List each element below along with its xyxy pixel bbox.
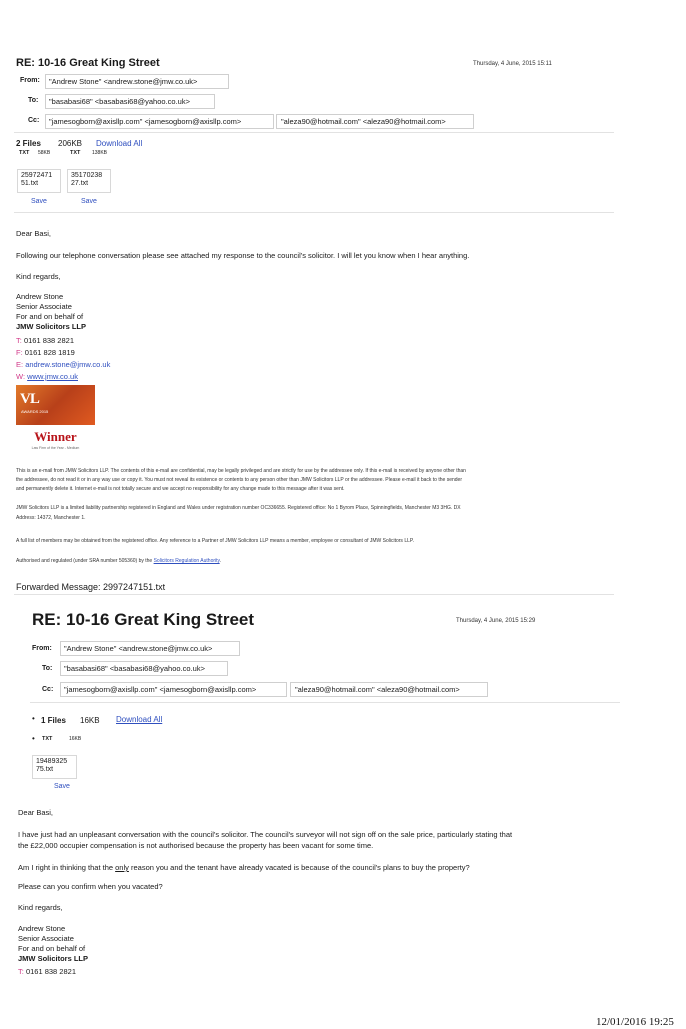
sra-note-end: . <box>219 558 222 564</box>
email2-sig-firm: JMW Solicitors LLP <box>18 954 89 963</box>
email1-email-label: E: <box>16 360 24 369</box>
award-badge-subtitle: Law Firm of the Year - Medium <box>31 446 80 450</box>
email2-files-bullet-icon: • <box>32 714 35 723</box>
email2-cc-value-1: "jamesogborn@axisllp.com" <jamesogborn@axisllp.com> <box>64 685 257 694</box>
email1-to-chip[interactable] <box>45 94 215 109</box>
registration-line-2: Address: 14372, Manchester 1. <box>16 515 86 521</box>
email1-cc-value-1: "jamesogborn@axisllp.com" <jamesogborn@axisllp.com> <box>49 117 242 126</box>
email1-file1-size: 58KB <box>38 150 51 156</box>
forwarded-message-label: Forwarded Message: 2997247151.txt <box>16 582 166 592</box>
email1-subject: RE: 10-16 Great King Street <box>16 57 160 69</box>
email1-file1-name-b: 51.txt <box>21 180 39 187</box>
print-timestamp: 12/01/2016 19:25 <box>596 1016 674 1028</box>
sra-link[interactable]: Solicitors Regulation Authority <box>153 558 220 564</box>
award-badge-logo: VL <box>20 391 39 407</box>
email2-greeting: Dear Basi, <box>18 808 54 817</box>
email1-from-value: "Andrew Stone" <andrew.stone@jmw.co.uk> <box>49 77 198 86</box>
email2-cc-chip-1[interactable] <box>60 682 287 697</box>
email1-greeting: Dear Basi, <box>16 229 52 238</box>
email1-cc-chip-2[interactable] <box>276 114 474 129</box>
email1-download-all-link[interactable]: Download All <box>96 139 143 148</box>
email1-file1-name-a: 25972471 <box>21 172 53 179</box>
members-list-note: A full list of members may be obtained from the registered office. Any reference to a Partner of JMW Solicitors LLP means a member, employee or consultant of JMW Solicitors LLP. <box>16 538 414 544</box>
email1-attachments-divider <box>14 212 614 213</box>
email1-file2-save-link[interactable]: Save <box>81 198 97 205</box>
email2-file-bullet-icon: • <box>32 734 35 743</box>
email1-sig-firm: JMW Solicitors LLP <box>16 322 87 331</box>
email1-web-label: W: <box>16 372 26 381</box>
email2-from-label: From: <box>32 645 52 652</box>
email1-from-chip[interactable] <box>45 74 229 89</box>
email2-sig-name: Andrew Stone <box>18 924 66 933</box>
email2-file1-tile[interactable] <box>32 755 77 779</box>
email2-download-all-link[interactable]: Download All <box>116 715 163 724</box>
email2-files-count: 1 Files <box>41 716 66 725</box>
email1-file2-type: TXT <box>70 150 81 156</box>
award-badge-image <box>16 385 95 459</box>
email1-file2-name-b: 27.txt <box>71 180 89 187</box>
email1-web-link[interactable]: www.jmw.co.uk <box>27 372 78 381</box>
email1-fax-value: 0161 828 1819 <box>24 348 75 357</box>
email1-phone-label: T: <box>16 336 22 345</box>
registration-line-1: JMW Solicitors LLP is a limited liability partnership registered in England and Wales under registration number OC336655. Registered office: No 1 Byrom Place, Spinningfields, Manchester M3 3HG. DX <box>16 505 461 511</box>
email2-file1-save-link[interactable]: Save <box>54 783 70 790</box>
email1-fax-label: F: <box>16 348 23 357</box>
award-badge-awards-text: AWARDS 2015 <box>21 409 49 414</box>
email1-email-link[interactable]: andrew.stone@jmw.co.uk <box>25 360 111 369</box>
email2-from-value: "Andrew Stone" <andrew.stone@jmw.co.uk> <box>64 644 213 653</box>
email2-cc-label: Cc: <box>42 686 54 693</box>
email2-file1-name-a: 19489325 <box>36 758 68 765</box>
email2-paragraph-2-start: Am I right in thinking that the <box>18 863 116 872</box>
email2-file1-type: TXT <box>42 736 53 742</box>
email1-to-label: To: <box>28 97 39 104</box>
email2-paragraph-1-line-1: I have just had an unpleasant conversation with the council's solicitor. The council's surveyor will not sign off on the sale price, particularly stating that <box>18 830 513 839</box>
email1-file1-type: TXT <box>19 150 30 156</box>
email2-to-label: To: <box>42 665 53 672</box>
email1-cc-chip-1[interactable] <box>45 114 274 129</box>
email2-sig-behalf: For and on behalf of <box>18 944 86 953</box>
email1-files-count: 2 Files <box>16 139 41 148</box>
email2-files-size: 16KB <box>80 716 100 725</box>
email1-sig-name: Andrew Stone <box>16 292 64 301</box>
email1-to-value: "basabasi68" <basabasi68@yahoo.co.uk> <box>49 97 190 106</box>
email2-paragraph-1-line-2: the £22,000 occupier compensation is not authorised because the property has been vacant for some time. <box>18 841 374 850</box>
email1-sig-title: Senior Associate <box>16 302 72 311</box>
email2-to-chip[interactable] <box>60 661 228 676</box>
email2-cc-chip-2[interactable] <box>290 682 488 697</box>
email1-paragraph-1: Following our telephone conversation please see attached my response to the council's solicitor. I will let you know when I hear anything. <box>16 251 470 260</box>
email2-to-value: "basabasi68" <basabasi68@yahoo.co.uk> <box>64 664 205 673</box>
email2-phone-label: T: <box>18 967 24 976</box>
email2-sig-title: Senior Associate <box>18 934 74 943</box>
email2-paragraph-2-emphasis: only <box>115 863 129 872</box>
email1-regards: Kind regards, <box>16 272 61 281</box>
email2-cc-value-2: "aleza90@hotmail.com" <aleza90@hotmail.com> <box>295 685 460 694</box>
email2-header-divider <box>30 702 620 703</box>
email2-subject: RE: 10-16 Great King Street <box>32 610 255 629</box>
email1-file1-tile[interactable] <box>17 169 61 193</box>
email2-paragraph-3: Please can you confirm when you vacated? <box>18 882 163 891</box>
email1-cc-value-2: "aleza90@hotmail.com" <aleza90@hotmail.com> <box>281 117 446 126</box>
email1-phone-value: 0161 838 2821 <box>23 336 74 345</box>
email1-from-label: From: <box>20 77 40 84</box>
forwarded-divider <box>14 594 614 595</box>
email2-from-chip[interactable] <box>60 641 240 656</box>
email2-phone-value: 0161 838 2821 <box>25 967 76 976</box>
email1-header-divider <box>14 132 614 133</box>
disclaimer-line-3: and permanently delete it. Internet e-mail is not totally secure and we accept no responsibility for any change made to this message after it was sent. <box>16 486 345 492</box>
email1-file2-tile[interactable] <box>67 169 111 193</box>
email1-file2-size: 138KB <box>92 150 108 156</box>
email2-file1-size: 16KB <box>69 736 82 742</box>
email1-sig-behalf: For and on behalf of <box>16 312 84 321</box>
email1-files-size: 206KB <box>58 139 83 148</box>
email2-regards: Kind regards, <box>18 903 63 912</box>
award-badge-winner: Winner <box>34 429 77 444</box>
email2-paragraph-2-end: reason you and the tenant have already vacated is because of the council's plans to buy the property? <box>128 863 470 872</box>
email2-date: Thursday, 4 June, 2015 15:29 <box>456 618 536 624</box>
disclaimer-line-2: the addressee, do not read it or in any way use or copy it. You must not reveal its existence or contents to any person other than JMW Solicitors LLP or the addressee. Please e-mail it back to the sender <box>16 477 462 483</box>
disclaimer-line-1: This is an e-mail from JMW Solicitors LLP. The contents of this e-mail are confidential, may be legally privileged and are strictly for use by the addressee only. If this e-mail is received by anyone other than <box>16 468 466 474</box>
email1-cc-label: Cc: <box>28 117 40 124</box>
email2-file1-name-b: 75.txt <box>36 766 54 773</box>
email1-file2-name-a: 35170238 <box>71 172 103 179</box>
email1-file1-save-link[interactable]: Save <box>31 198 47 205</box>
email1-date: Thursday, 4 June, 2015 15:11 <box>473 61 552 67</box>
sra-note-text: Authorised and regulated (under SRA number 505360) by the <box>16 558 154 564</box>
